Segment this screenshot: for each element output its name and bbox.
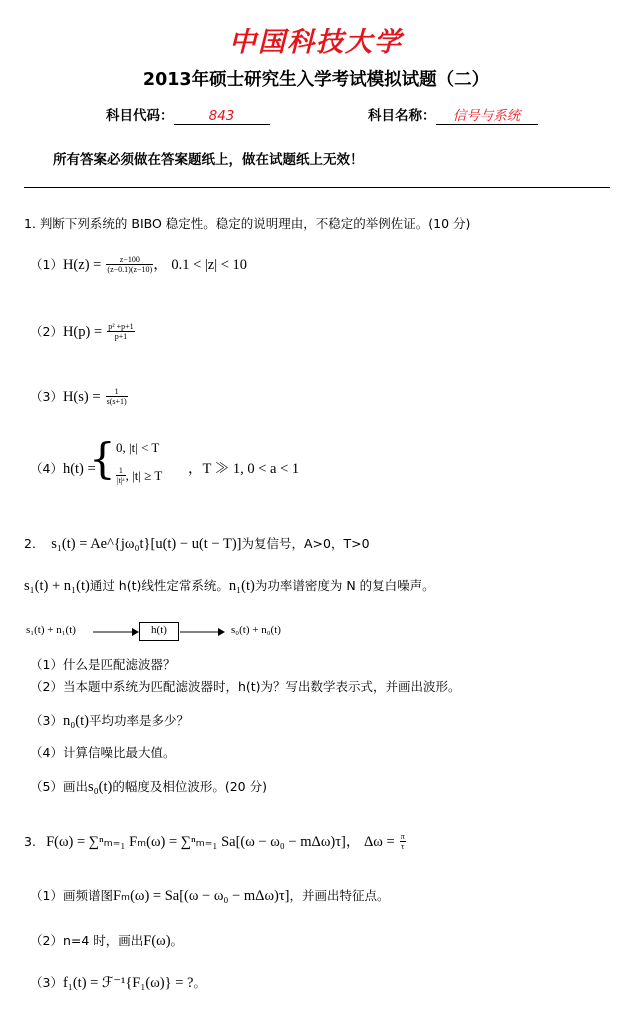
q3-stem: 3. F(ω) = ∑ⁿₘ₌₁ Fₘ(ω) = ∑ⁿₘ₌₁ Sa[(ω − ω₀ − mΔω)τ]， Δω = $\frac{\pi}{\tau}$ bbox=[24, 832, 405, 851]
subject-code-label: 科目代码： bbox=[106, 108, 174, 124]
q3-item-3: （3）f₁(t) = ℱ⁻¹{F₁(ω)} = ?。 bbox=[30, 975, 206, 991]
diagram-output-label: s₀(t) + n₀(t) bbox=[231, 624, 281, 636]
diagram-input-label: s₁(t) + n₁(t) bbox=[26, 624, 76, 636]
q2-item-1: （1）什么是匹配滤波器？ bbox=[30, 657, 176, 672]
q1-item-3: （3）H(s) = $\frac{1}{s(s+1)}$ bbox=[30, 387, 127, 406]
system-block-label: h(t) bbox=[151, 624, 167, 636]
q3-item-1: （1）画频谱图Fₘ(ω) = Sa[(ω − ω₀ − mΔω)τ]，并画出特征点。 bbox=[30, 888, 390, 904]
q1-item-4: （4）h(t) = bbox=[30, 461, 96, 477]
q1-item-1-fraction: $\frac{z-100}{(z-0.1)(z-10)}$ bbox=[107, 255, 153, 274]
q3-delta-fraction: $\frac{\pi}{\tau}$ bbox=[400, 832, 405, 851]
exam-title: 2013年硕士研究生入学考试模拟试题（二） bbox=[142, 70, 490, 90]
q1-item-3-fraction: $\frac{1}{s(s+1)}$ bbox=[106, 387, 127, 406]
q2-line-1: 2. s₁(t) = Ae^{jω₀t}[u(t) − u(t − T)]为复信号，A>0，T>0 bbox=[24, 536, 370, 552]
piecewise-brace: { bbox=[89, 434, 116, 483]
q2-item-4: （4）计算信噪比最大值。 bbox=[30, 745, 176, 760]
q1-item-2: （2）H(p) = $\frac{\text{p² +p+1}}{p+1}$ bbox=[30, 322, 134, 341]
q1-item-4-case2: $\frac{1}{\text{|t|ᵃ}}$ , |t| ≥ T bbox=[117, 466, 163, 485]
q1-item-2-fraction: $\frac{\text{p² +p+1}}{p+1}$ bbox=[108, 322, 134, 341]
q1-item-1: （1）H(z) = $\frac{z-100}{(z-0.1)(z-10)}$ ， 0.1 < |z| < 10 bbox=[30, 255, 248, 274]
subject-name-label: 科目名称： bbox=[368, 108, 436, 124]
q2-item-3: （3）n₀(t)平均功率是多少？ bbox=[30, 713, 189, 729]
q1-item-4-case1: 0, |t| < T bbox=[116, 440, 160, 455]
subject-code-value: 843 bbox=[174, 108, 270, 125]
university-name: 中国科技大学 bbox=[229, 27, 403, 58]
q1-item-4-condition: ，T ≫ 1, 0 < a < 1 bbox=[188, 461, 300, 477]
answer-notice: 所有答案必须做在答案题纸上，做在试题纸上无效！ bbox=[53, 152, 364, 168]
q3-formula: F(ω) = ∑ⁿₘ₌₁ Fₘ(ω) = ∑ⁿₘ₌₁ Sa[(ω − ω₀ − mΔω)τ]， Δω = bbox=[46, 834, 395, 850]
q1-stem: 1. 判断下列系统的 BIBO 稳定性。稳定的说明理由，不稳定的举例佐证。(10 分) bbox=[24, 216, 471, 231]
q3-item-2: （2）n=4 时，画出F(ω)。 bbox=[30, 933, 184, 949]
q2-signal-formula: s₁(t) = Ae^{jω₀t}[u(t) − u(t − T)] bbox=[51, 536, 242, 552]
q2-line-2: s₁(t) + n₁(t)通过 h(t)线性定常系统。n₁(t)为功率谱密度为 N 的复白噪声。 bbox=[24, 578, 435, 594]
q2-item-2: （2）当本题中系统为匹配滤波器时，h(t)为？写出数学表示式，并画出波形。 bbox=[30, 679, 461, 694]
subject-name-value: 信号与系统 bbox=[436, 104, 538, 125]
q2-item-5: （5）画出s₀(t)的幅度及相位波形。(20 分) bbox=[30, 779, 267, 795]
